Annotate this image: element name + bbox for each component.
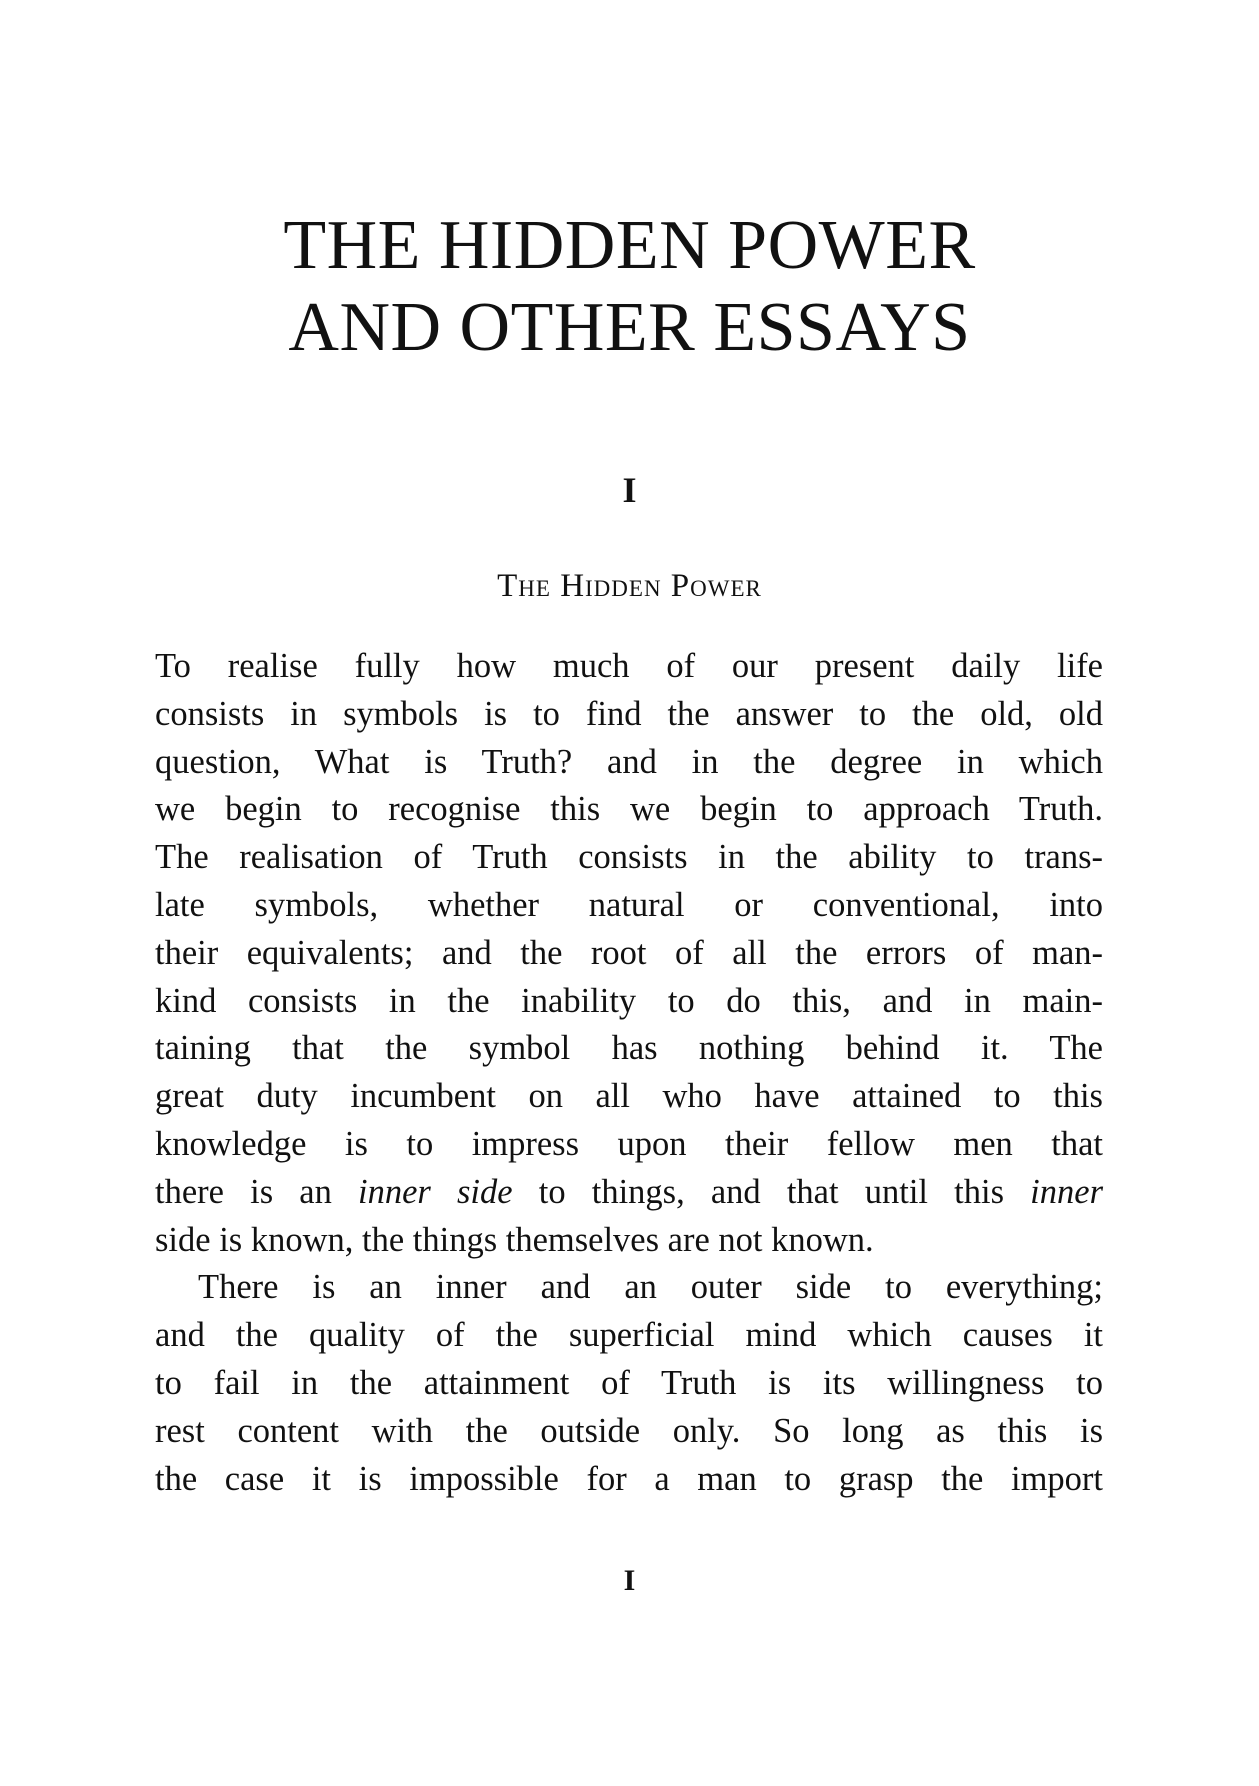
text-line: side is known, the things themselves are not known. <box>155 1220 874 1259</box>
text-line: and the quality of the superficial mind which causes it <box>155 1316 1103 1355</box>
text-line: To realise fully how much of our present daily life <box>155 647 1103 685</box>
book-title <box>0 205 1259 369</box>
book-title-line-2: AND OTHER ESSAYS <box>288 289 971 366</box>
paragraph-2 <box>155 1264 1103 1503</box>
text-line: taining that the symbol has nothing behind it. The <box>155 1029 1103 1068</box>
body-text <box>155 643 1103 1503</box>
text-line: The realisation of Truth consists in the ability to trans- <box>155 838 1103 877</box>
text-line: to fail in the attainment of Truth is its willingness to <box>155 1363 1103 1402</box>
text-line: knowledge is to impress upon their fellow men that <box>155 1124 1103 1163</box>
text-line: kind consists in the inability to do this, and in main- <box>155 981 1103 1020</box>
text-line: question, What is Truth? and in the degree in which <box>155 742 1103 781</box>
text-line: the case it is impossible for a man to grasp the import <box>155 1459 1103 1498</box>
line-text-before: there is an <box>155 1172 359 1211</box>
text-line: we begin to recognise this we begin to approach Truth. <box>155 790 1103 829</box>
emphasis-inner-side: inner side <box>358 1172 513 1211</box>
paragraph-1 <box>155 643 1103 1264</box>
book-title-line-1: THE HIDDEN POWER <box>283 207 976 284</box>
line-text-middle: to things, and that until this <box>512 1172 1031 1211</box>
text-line-with-emphasis <box>155 1169 1103 1217</box>
chapter-number: I <box>622 470 637 510</box>
text-line: There is an inner and an outer side to everything; <box>198 1268 1103 1307</box>
text-line: consists in symbols is to find the answer to the old, old <box>155 694 1103 733</box>
emphasis-inner: inner <box>1030 1172 1103 1211</box>
text-line: rest content with the outside only. So long as this is <box>155 1411 1103 1450</box>
page-number: I <box>623 1564 636 1597</box>
text-line: great duty incumbent on all who have attained to this <box>155 1077 1103 1116</box>
chapter-title: The Hidden Power <box>497 568 762 604</box>
text-line: their equivalents; and the root of all the errors of man- <box>155 933 1103 972</box>
text-line: late symbols, whether natural or conventional, into <box>155 885 1103 924</box>
